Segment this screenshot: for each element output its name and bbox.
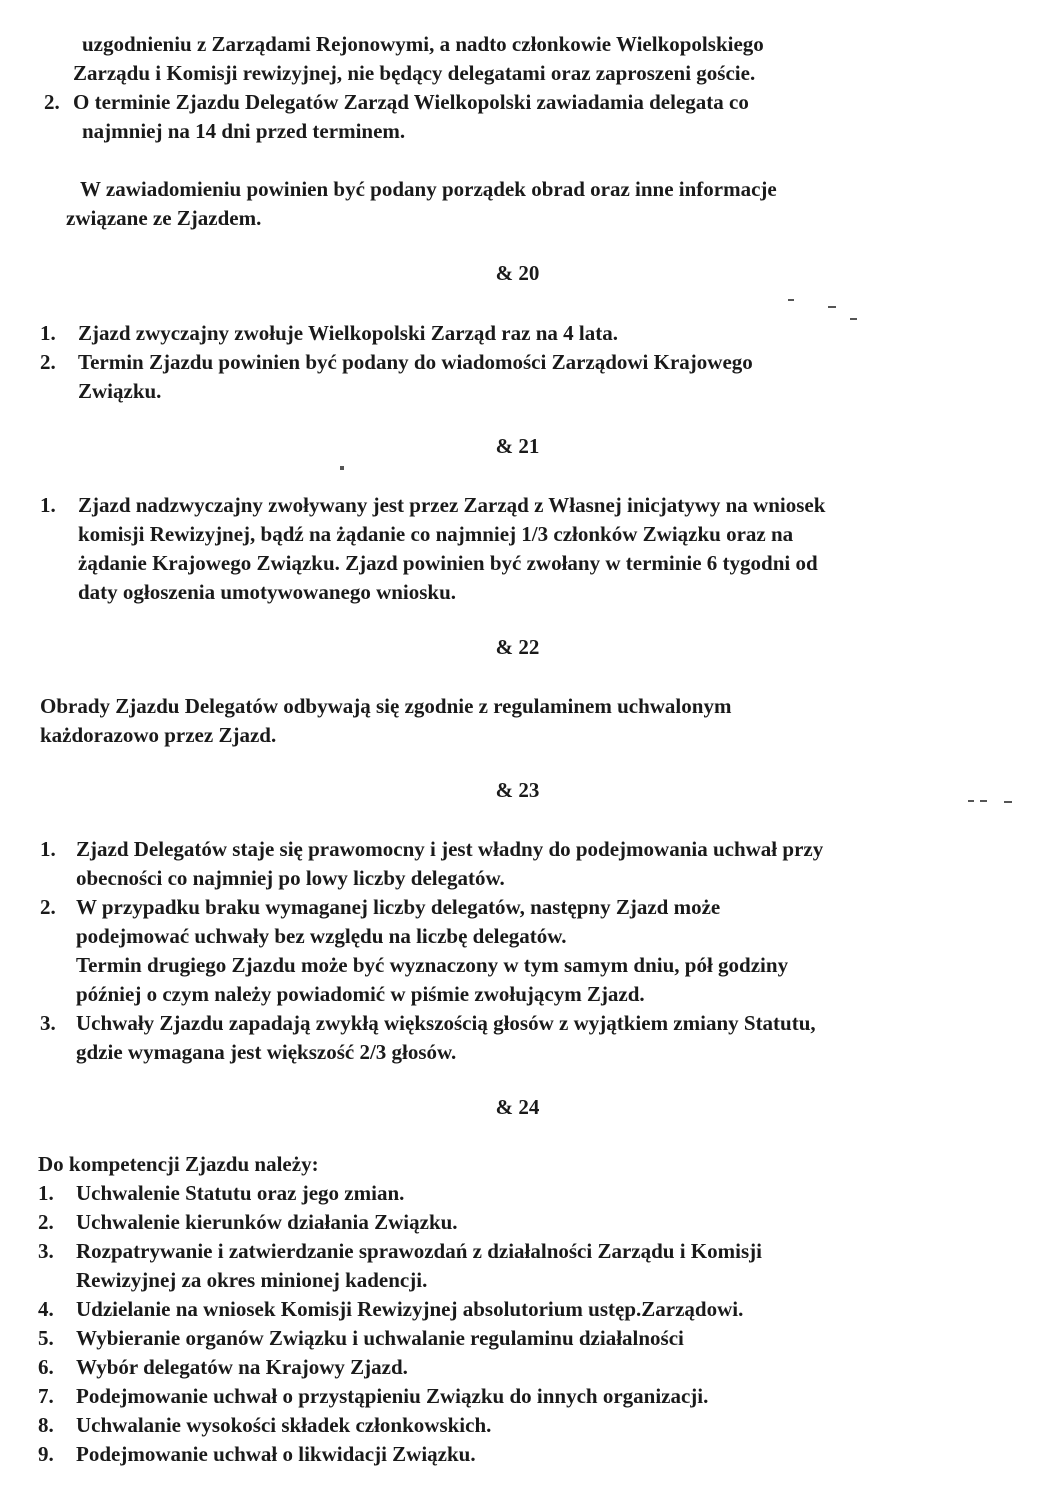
scan-speck [340,466,344,470]
item-number: 5. [38,1326,54,1350]
item-number: 6. [38,1355,54,1379]
item-number: 3. [40,1011,56,1035]
item-number: 1. [40,493,56,517]
item-text: Termin drugiego Zjazdu może być wyznaczony w tym samym dniu, pół godziny [76,953,789,977]
item-number: 9. [38,1442,54,1466]
scan-speck [788,299,794,301]
item-text: obecności co najmniej po lowy liczby delegatów. [76,866,505,890]
competence-intro: Do kompetencji Zjazdu należy: [38,1152,319,1176]
item-text: Zjazd nadzwyczajny zwoływany jest przez Zarząd z Własnej inicjatywy na wniosek [78,493,826,517]
item-number: 2. [40,350,56,374]
item-number: 7. [38,1384,54,1408]
scan-speck [968,800,974,802]
paragraph-line: Obrady Zjazdu Delegatów odbywają się zgodnie z regulaminem uchwalonym [40,694,732,718]
item-text: Termin Zjazdu powinien być podany do wiadomości Zarządowi Krajowego [78,350,753,374]
item-number: 8. [38,1413,54,1437]
item-text: najmniej na 14 dni przed terminem. [82,119,406,143]
item-number: 4. [38,1297,54,1321]
item-text: Zjazd zwyczajny zwołuje Wielkopolski Zarząd raz na 4 lata. [78,321,618,345]
section-heading-20: & 20 [495,261,540,285]
scan-speck [1004,801,1012,803]
item-text: Uchwały Zjazdu zapadają zwykłą większością głosów z wyjątkiem zmiany Statutu, [76,1011,816,1035]
item-text: Wybieranie organów Związku i uchwalanie regulaminu działalności [76,1326,684,1350]
item-text: Podejmowanie uchwał o przystąpieniu Związku do innych organizacji. [76,1384,709,1408]
paragraph-line: każdorazowo przez Zjazd. [40,723,277,747]
intro-line: uzgodnieniu z Zarządami Rejonowymi, a nadto członkowie Wielkopolskiego [82,32,764,56]
scan-speck [850,318,857,320]
section-heading-24: & 24 [495,1095,540,1119]
item-text: Uchwalenie Statutu oraz jego zmian. [76,1181,405,1205]
item-text: Uchwalenie kierunków działania Związku. [76,1210,458,1234]
item-text: Wybór delegatów na Krajowy Zjazd. [76,1355,408,1379]
item-number: 2. [44,90,60,114]
item-text: Rewizyjnej za okres minionej kadencji. [76,1268,428,1292]
item-text: Udzielanie na wniosek Komisji Rewizyjnej absolutorium ustęp.Zarządowi. [76,1297,744,1321]
item-text: Zjazd Delegatów staje się prawomocny i jest władny do podejmowania uchwał przy [76,837,824,861]
item-text: Podejmowanie uchwał o likwidacji Związku. [76,1442,476,1466]
item-text: gdzie wymagana jest większość 2/3 głosów. [76,1040,457,1064]
scan-speck [980,800,987,802]
notice-line: W zawiadomieniu powinien być podany porządek obrad oraz inne informacje [80,177,777,201]
item-number: 1. [40,837,56,861]
item-number: 3. [38,1239,54,1263]
section-heading-23: & 23 [495,778,540,802]
item-text: podejmować uchwały bez względu na liczbę delegatów. [76,924,567,948]
item-text: Rozpatrywanie i zatwierdzanie sprawozdań z działalności Zarządu i Komisji [76,1239,762,1263]
item-number: 2. [40,895,56,919]
item-number: 2. [38,1210,54,1234]
item-text: Związku. [78,379,162,403]
section-heading-21: & 21 [495,434,540,458]
item-text: żądanie Krajowego Związku. Zjazd powinien być zwołany w terminie 6 tygodni od [78,551,818,575]
notice-line: związane ze Zjazdem. [66,206,262,230]
item-text: W przypadku braku wymaganej liczby delegatów, następny Zjazd może [76,895,721,919]
section-heading-22: & 22 [495,635,540,659]
item-number: 1. [40,321,56,345]
intro-line: Zarządu i Komisji rewizyjnej, nie będący delegatami oraz zaproszeni goście. [73,61,756,85]
item-text: Uchwalanie wysokości składek członkowskich. [76,1413,492,1437]
scan-speck [828,306,836,308]
item-text: później o czym należy powiadomić w piśmie zwołującym Zjazd. [76,982,645,1006]
item-text: daty ogłoszenia umotywowanego wniosku. [78,580,457,604]
item-number: 1. [38,1181,54,1205]
item-text: komisji Rewizyjnej, bądź na żądanie co najmniej 1/3 członków Związku oraz na [78,522,794,546]
item-text: O terminie Zjazdu Delegatów Zarząd Wielkopolski zawiadamia delegata co [73,90,749,114]
